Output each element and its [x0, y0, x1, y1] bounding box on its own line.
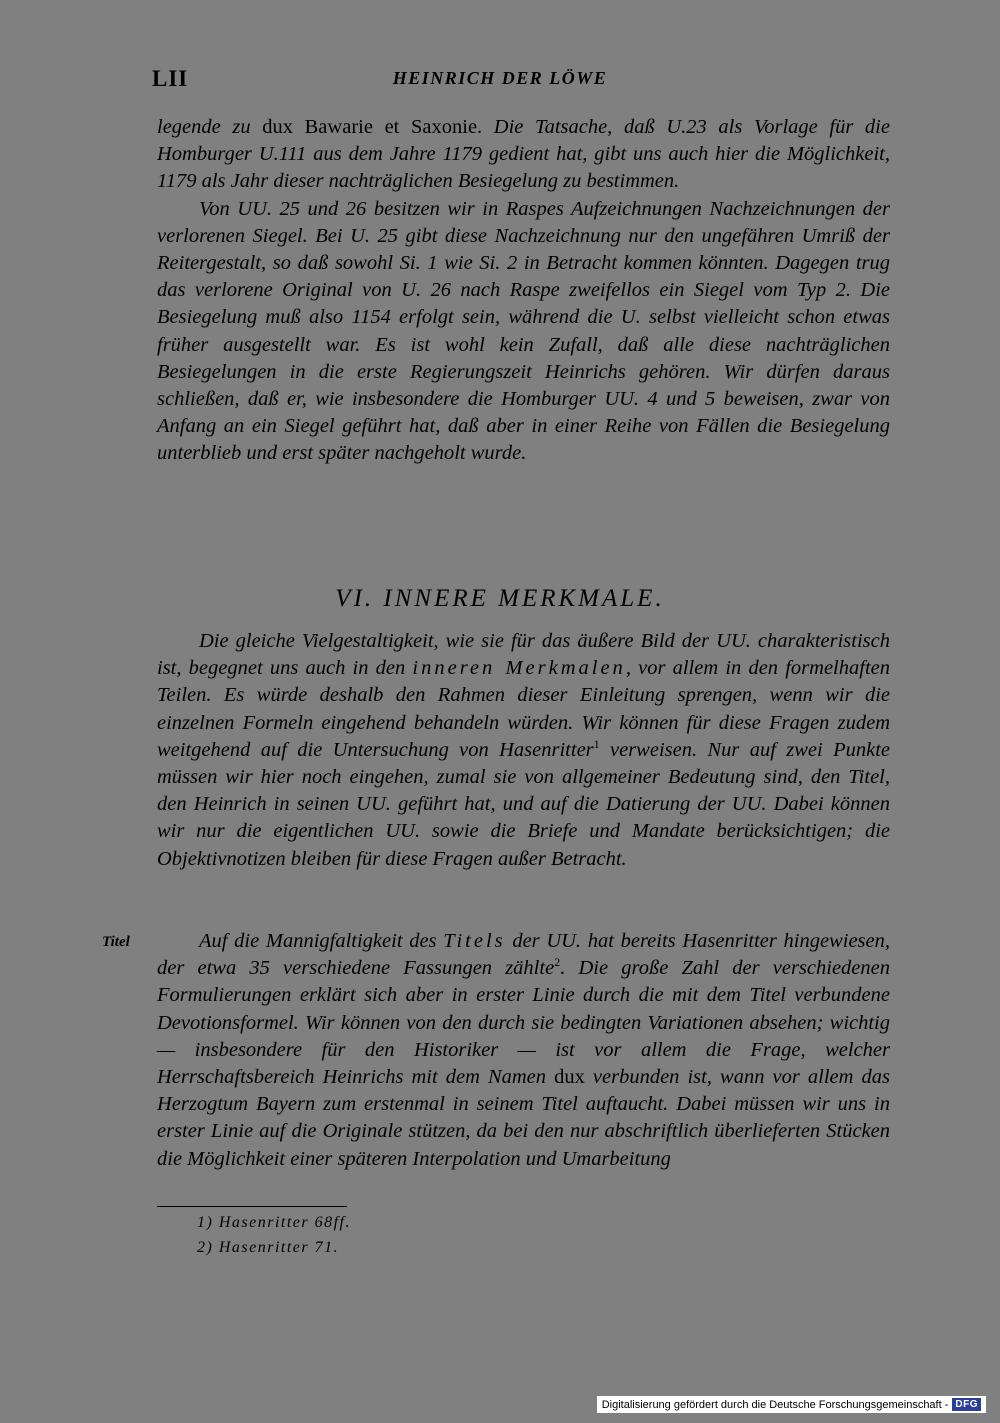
page-number: LII	[152, 66, 189, 91]
emphasized-term: inneren Merkmalen	[412, 657, 626, 680]
dfg-logo-icon: DFG	[952, 1398, 981, 1411]
footnote: 1) Hasenritter 68ff.	[197, 1214, 351, 1231]
latin-word: dux	[554, 1066, 585, 1089]
paragraph-text: verbunden ist, wann vor allem das Herzogtum Bayern zum erstenmal in seinem Titel auftaucht. Dabei müssen wir uns in erster Linie auf die Originale stützen, da bei den nur abschriftlich überlieferten Stücken die Möglichkeit einer späteren Interpolation und Umarbeitung	[157, 1066, 890, 1170]
paragraph-text: , vor allem in den formelhaften Teilen. Es würde deshalb den Rahmen dieser Einleitung sprengen, wenn wir die einzelnen Formeln eingehend behandeln würden. Wir können für diese Fragen zudem weitgehend auf die Untersuchung von Hasenritter	[157, 657, 890, 761]
paragraph-text: . Die große Zahl der verschiedenen Formulierungen erklärt sich aber in erster Linie durch die mit dem Titel verbundene Devotionsformel. Wir können von den durch sie bedingten Variationen absehen; wichtig — insbesondere für den Historiker — ist vor allem die Frage, welcher Herrschaftsbereich Heinrichs mit dem Namen	[157, 957, 890, 1089]
paragraph: Von UU. 25 und 26 besitzen wir in Raspes Aufzeichnungen Nachzeichnungen der verlorenen Siegel. Bei U. 25 gibt diese Nachzeichnung nur den ungefähren Umriß der Reitergestalt, so daß sowohl Si. 1 wie Si. 2 in Betracht kommen könnten. Dagegen trug das verlorene Original von U. 26 nach Raspe zweifellos ein Siegel vom Typ 2. Die Besiegelung muß also 1154 erfolgt sein, während die U. selbst vielleicht schon etwas früher ausgestellt war. Es ist wohl kein Zufall, daß alle diese nachträglichen Besiegelungen in die erste Regierungszeit Heinrichs gehören. Wir dürfen daraus schließen, daß er, wie insbesondere die Homburger UU. 4 und 5 beweisen, zwar von Anfang an ein Siegel geführt hat, daß aber in einer Reihe von Fällen die Besiegelung unterblieb und erst später nachgeholt wurde.	[157, 197, 890, 465]
paragraph-text: Die gleiche Vielgestaltigkeit, wie sie für das äußere Bild der UU. charakteristisch ist, begegnet uns auch in den	[157, 630, 890, 680]
funding-banner[interactable]	[597, 1396, 986, 1413]
footnote-divider	[157, 1206, 347, 1207]
body-text-top	[157, 114, 890, 468]
paragraph	[157, 928, 890, 1173]
paragraph-text: Die Tatsache, daß U.23 als Vorlage für die Homburger U.111 aus dem Jahre 1179 gedient hat, gibt uns auch hier die Möglichkeit, 1179 als Jahr dieser nachträglichen Besiegelung zu bestimmen.	[157, 116, 890, 193]
paragraph-text: der UU. hat bereits Hasenritter hingewiesen, der etwa 35 verschiedene Fassungen zählte	[157, 930, 890, 980]
body-text-section	[157, 628, 890, 873]
emphasized-term: Titels	[443, 930, 506, 952]
footnote: 2) Hasenritter 71.	[197, 1239, 340, 1256]
body-text-title	[157, 928, 890, 1173]
paragraph	[157, 628, 890, 873]
running-title: HEINRICH DER LÖWE	[392, 68, 608, 88]
paragraph-text: verweisen. Nur auf zwei Punkte müssen wir hier noch eingehen, zumal sie von allgemeiner Bedeutung sind, den Titel, den Heinrich in seinen UU. geführt hat, und auf die Datierung der UU. Dabei können wir nur die eigentlichen UU. sowie die Briefe und Mandate berücksichtigen; die Objektivnotizen bleiben für diese Fragen außer Betracht.	[157, 738, 890, 870]
paragraph-text: legende zu	[157, 116, 263, 138]
footnote-marker: 1	[593, 736, 600, 751]
latin-phrase: dux Bawarie et Saxonie.	[262, 116, 483, 138]
section-heading: VI. INNERE MERKMALE.	[335, 585, 665, 612]
footnote-marker: 2	[554, 955, 561, 970]
paragraph	[157, 114, 890, 196]
paragraph-text: Auf die Mannigfaltigkeit des	[199, 930, 444, 952]
footnotes	[197, 1210, 351, 1260]
funding-text: Digitalisierung gefördert durch die Deutsche Forschungsgemeinschaft -	[601, 1398, 949, 1411]
margin-note: Titel	[102, 934, 130, 950]
